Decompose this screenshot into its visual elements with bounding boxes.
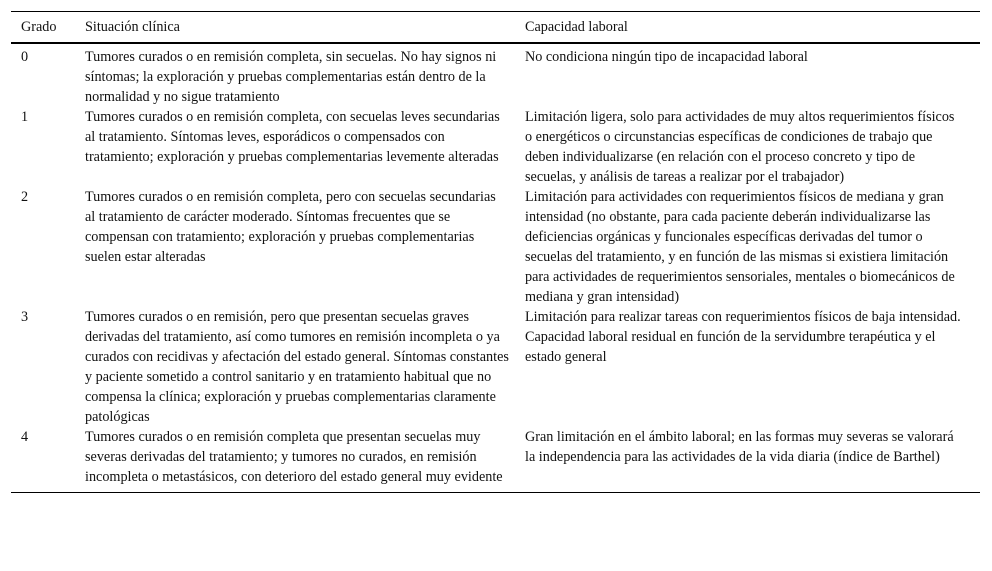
table-row: [11, 427, 980, 493]
table-header: [11, 12, 980, 44]
situation-cell: Tumores curados o en remisión completa, sin secuelas. No hay signos ni síntomas; la exploración y pruebas complementarias están dentro de la normalidad y no sigue tratamiento: [85, 49, 497, 105]
header-row: [11, 12, 980, 44]
table-row: [11, 43, 980, 107]
table-body: [11, 43, 980, 493]
work-capacity-table: [11, 11, 980, 493]
grade-cell: 1: [21, 109, 29, 125]
header-situation: Situación clínica: [85, 19, 180, 35]
grade-cell: 3: [21, 309, 29, 325]
capacity-cell: Gran limitación en el ámbito laboral; en las formas muy severas se valorará la independencia para las actividades de la vida diaria (índice de Barthel): [525, 429, 954, 465]
situation-cell: Tumores curados o en remisión completa, con secuelas leves secundarias al tratamiento. Síntomas leves, esporádicos o compensados con tratamiento; exploración y pruebas complementarias levemente alteradas: [85, 109, 500, 165]
header-grade: Grado: [21, 19, 57, 35]
grade-cell: 2: [21, 189, 29, 205]
grade-cell: 4: [21, 429, 29, 445]
table-row: [11, 187, 980, 307]
work-capacity-table-container: [11, 11, 980, 493]
situation-cell: Tumores curados o en remisión completa, pero con secuelas secundarias al tratamiento de carácter moderado. Síntomas frecuentes que se compensan con tratamiento; exploración y pruebas complementarias suelen estar alteradas: [85, 189, 496, 265]
situation-cell: Tumores curados o en remisión, pero que presentan secuelas graves derivadas del tratamiento, así como tumores en remisión incompleta o ya curados con recidivas y afectación del estado general. Síntomas constantes y paciente sometido a control sanitario y en tratamiento habitual que no compensa la clínica; exploración y pruebas complementarias claramente patológicas: [85, 309, 509, 425]
grade-cell: 0: [21, 49, 29, 65]
table-row: [11, 307, 980, 427]
table-row: [11, 107, 980, 187]
header-capacity: Capacidad laboral: [525, 19, 628, 35]
capacity-cell: No condiciona ningún tipo de incapacidad laboral: [525, 49, 808, 65]
capacity-cell: Limitación para realizar tareas con requerimientos físicos de baja intensidad. Capacidad laboral residual en función de la servidumbre terapéutica y el estado general: [525, 309, 961, 365]
situation-cell: Tumores curados o en remisión completa que presentan secuelas muy severas derivadas del tratamiento; y tumores no curados, en remisión incompleta o metastásicos, con deterioro del estado general muy evidente: [85, 429, 503, 485]
capacity-cell: Limitación para actividades con requerimientos físicos de mediana y gran intensidad (no obstante, para cada paciente deberán individualizarse las deficiencias orgánicas y funcionales específicas derivadas del tumor o secuelas del tratamiento, y en función de las mismas si existiera limitación para actividades de requerimientos sensoriales, mentales o biomecánicos de mediana y gran intensidad): [525, 189, 955, 305]
capacity-cell: Limitación ligera, solo para actividades de muy altos requerimientos físicos o energéticos o circunstancias específicas de condiciones de trabajo que deben individualizarse (en relación con el proceso concreto y tipo de secuelas, y análisis de tareas a realizar por el trabajador): [525, 109, 955, 185]
